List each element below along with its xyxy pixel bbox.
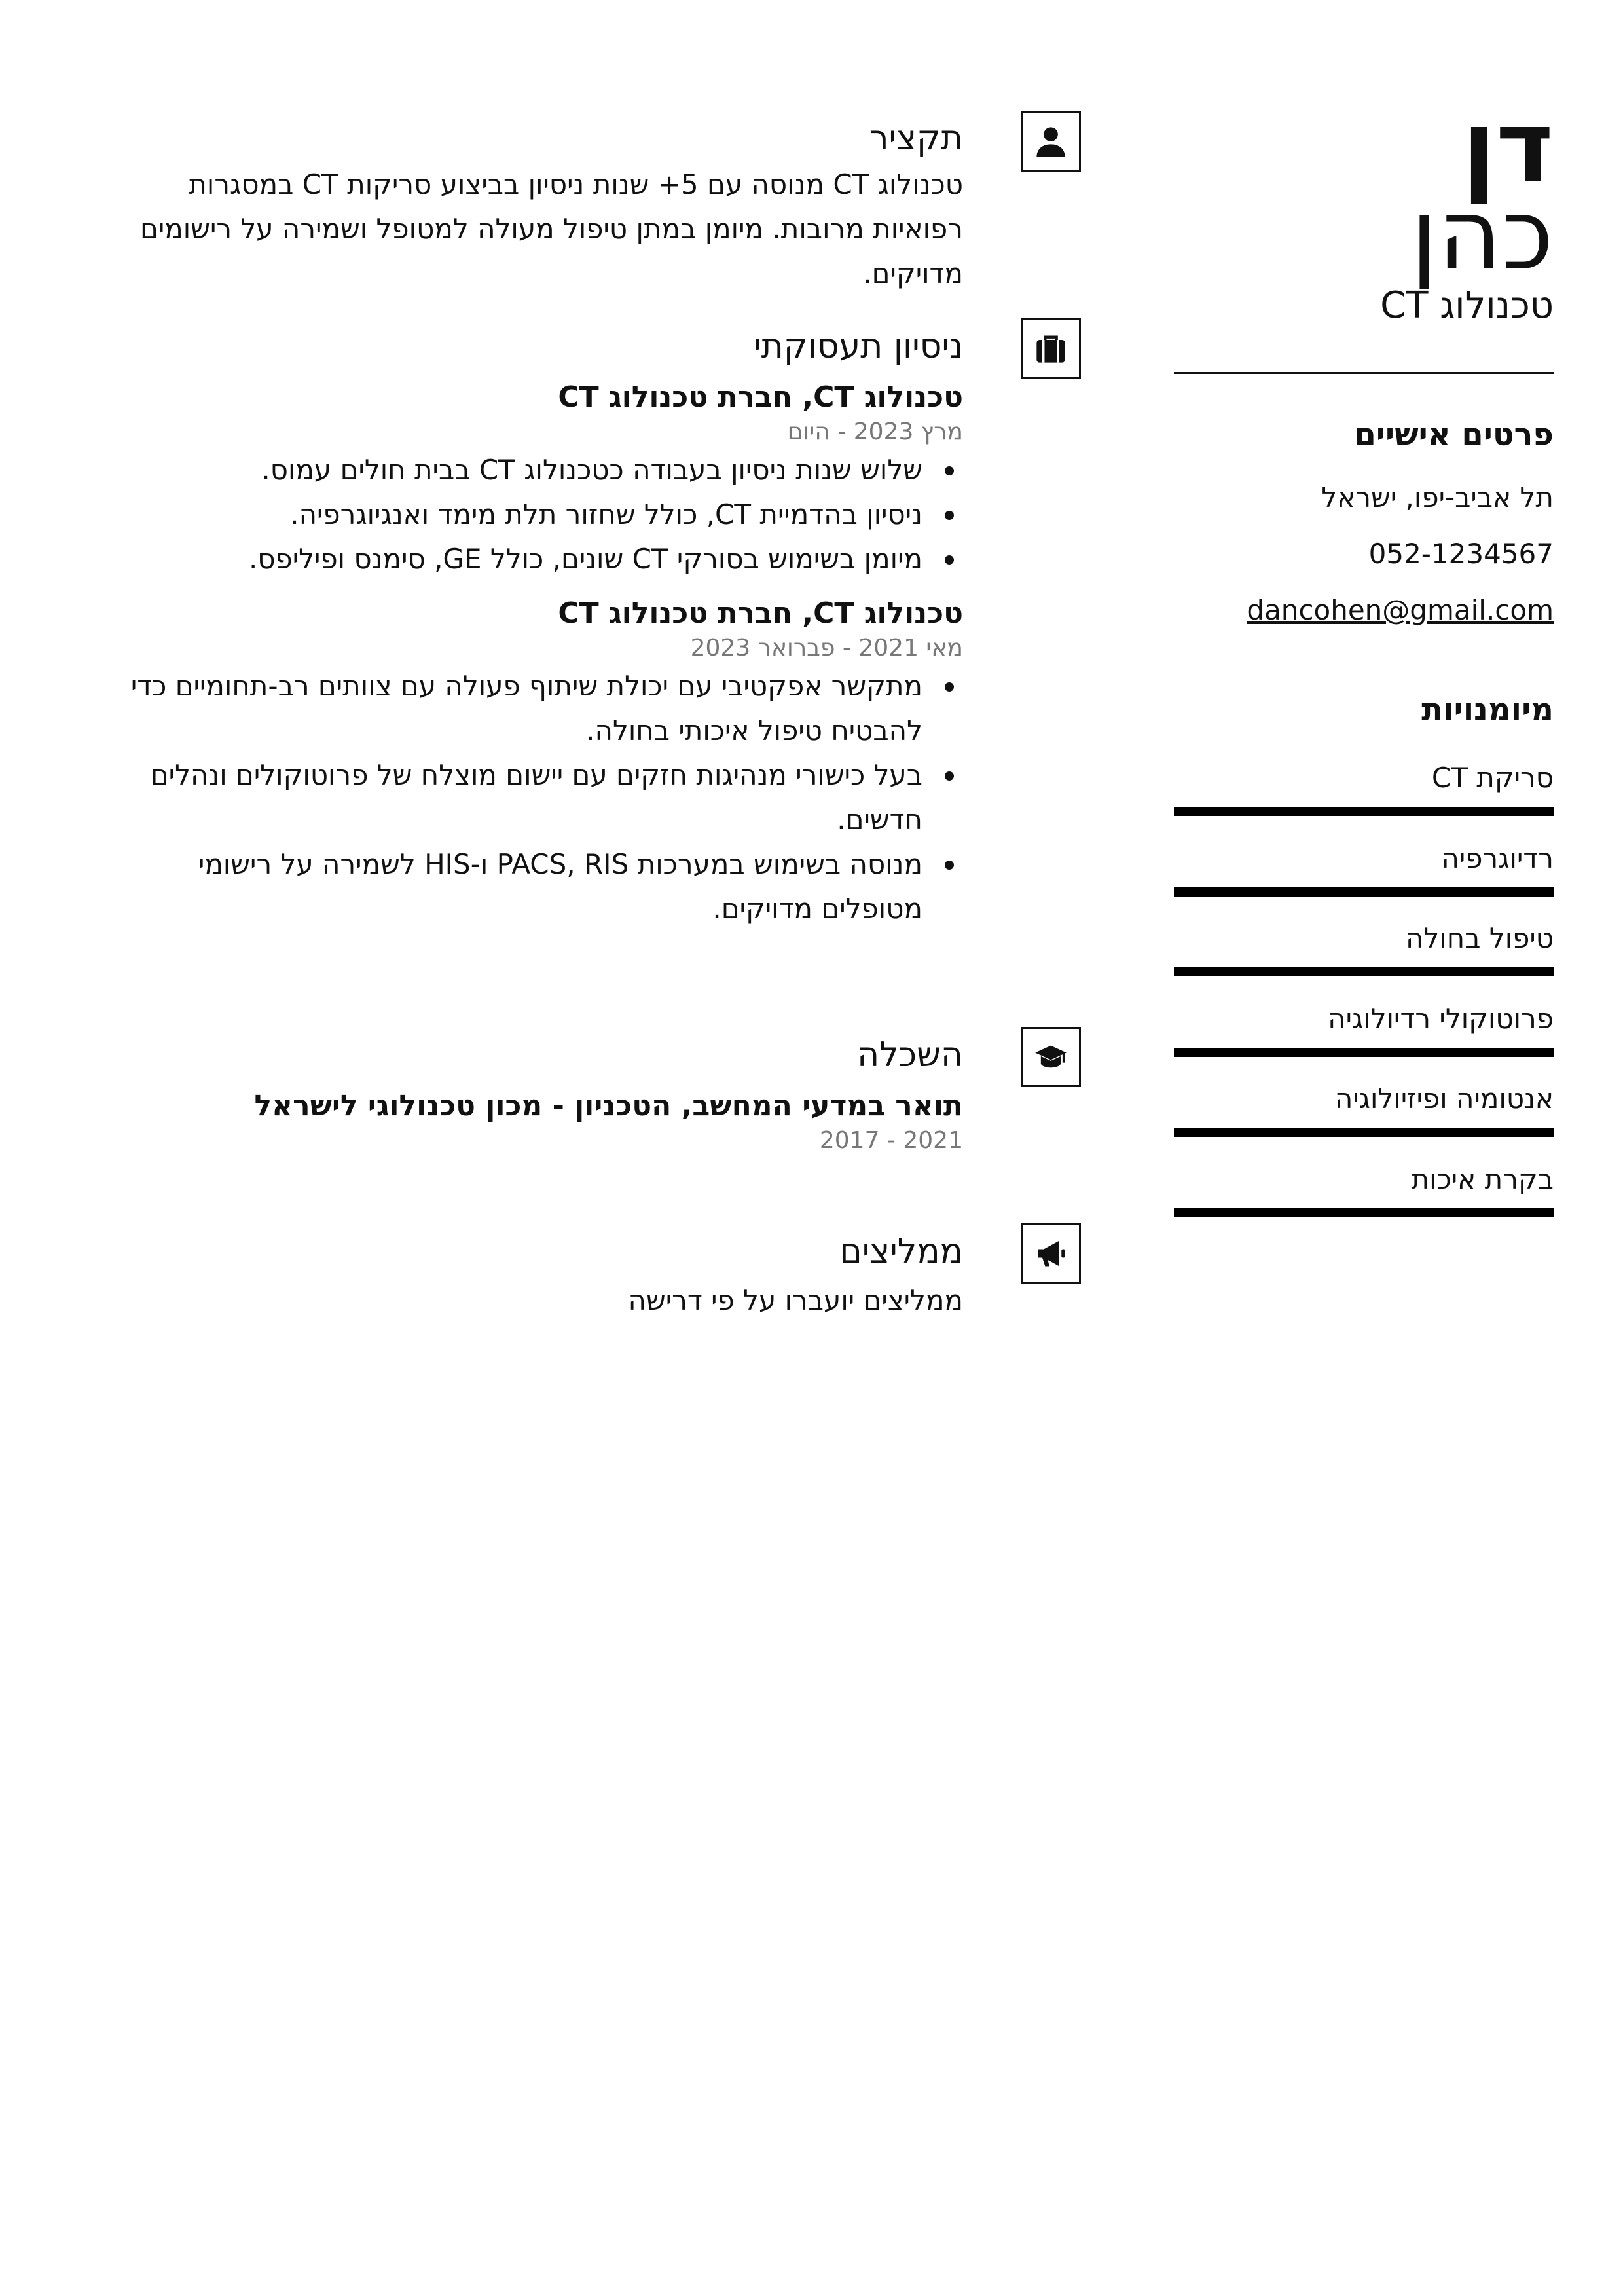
skill-level-bar bbox=[1174, 807, 1554, 816]
bullet-item: שלוש שנות ניסיון בעבודה כטכנולוג CT בבית חולים עמוס. bbox=[125, 448, 922, 492]
education-dates: 2021 - 2017 bbox=[819, 1127, 963, 1154]
job-entry-title: טכנולוג CT, חברת טכנולוג CT bbox=[558, 380, 963, 414]
skill-level-bar bbox=[1174, 1048, 1554, 1057]
education-degree: תואר במדעי המחשב, הטכניון - מכון טכנולוגי לישראל bbox=[254, 1089, 963, 1122]
skills-heading: מיומנויות bbox=[1421, 692, 1554, 728]
experience-heading: ניסיון תעסוקתי bbox=[753, 327, 963, 366]
job-entry bbox=[125, 595, 963, 931]
skill-label: רדיוגרפיה bbox=[1441, 842, 1554, 874]
job-title: טכנולוג CT bbox=[1380, 284, 1554, 327]
skill-level-bar bbox=[1174, 1208, 1554, 1217]
graduation-cap-icon bbox=[1021, 1027, 1081, 1087]
header-divider bbox=[1174, 372, 1554, 374]
bullet-item: ניסיון בהדמיית CT, כולל שחזור תלת מימד ואנגיוגרפיה. bbox=[125, 492, 922, 537]
references-text: ממליצים יועברו על פי דרישה bbox=[628, 1284, 963, 1316]
bullet-item: מנוסה בשימוש במערכות PACS, RIS ו-HIS לשמירה על רישומי מטופלים מדויקים. bbox=[125, 842, 922, 931]
job-entry bbox=[125, 379, 963, 582]
briefcase-icon bbox=[1021, 318, 1081, 379]
person-icon bbox=[1021, 111, 1081, 172]
bullet-item: מתקשר אפקטיבי עם יכולת שיתוף פעולה עם צוותים רב-תחומיים כדי להבטיח טיפול איכותי בחולה. bbox=[125, 664, 922, 753]
bullet-item: מיומן בשימוש בסורקי CT שונים, כולל GE, סימנס ופיליפס. bbox=[125, 537, 922, 582]
experience-section bbox=[125, 324, 963, 931]
skill-label: אנטומיה ופיזיולוגיה bbox=[1334, 1083, 1554, 1115]
summary-section bbox=[125, 115, 963, 296]
references-heading: ממליצים bbox=[839, 1232, 963, 1271]
references-section bbox=[125, 1229, 963, 1323]
contact-phone: 052-1234567 bbox=[1368, 538, 1554, 570]
contact-location: תל אביב-יפו, ישראל bbox=[1321, 481, 1554, 513]
job-entry-bullets bbox=[125, 664, 963, 931]
last-name: כהן bbox=[1410, 178, 1554, 292]
education-heading: השכלה bbox=[857, 1035, 963, 1075]
skill-level-bar bbox=[1174, 887, 1554, 897]
skill-label: טיפול בחולה bbox=[1406, 922, 1554, 954]
job-entry-bullets bbox=[125, 448, 963, 582]
megaphone-icon bbox=[1021, 1223, 1081, 1284]
summary-heading: תקציר bbox=[869, 119, 963, 158]
skill-level-bar bbox=[1174, 1128, 1554, 1137]
contact-email-wrap bbox=[1174, 592, 1554, 629]
education-section bbox=[125, 1032, 963, 1157]
bullet-item: בעל כישורי מנהיגות חזקים עם יישום מוצלח של פרוטוקולים ונהלים חדשים. bbox=[125, 753, 922, 842]
skill-label: סריקת CT bbox=[1431, 762, 1554, 794]
skill-label: פרוטוקולי רדיולוגיה bbox=[1328, 1003, 1554, 1035]
summary-text: טכנולוג CT מנוסה עם 5+ שנות ניסיון בביצוע סריקות CT במסגרות רפואיות מרובות. מיומן במתן טיפול מעולה למטופל ושמירה על רישומים מדויקים. bbox=[139, 168, 963, 289]
skill-label: בקרת איכות bbox=[1411, 1163, 1554, 1195]
contact-email-link[interactable]: dancohen@gmail.com bbox=[1247, 594, 1554, 626]
personal-details-heading: פרטים אישיים bbox=[1354, 417, 1554, 453]
skill-level-bar bbox=[1174, 967, 1554, 976]
job-entry-title: טכנולוג CT, חברת טכנולוג CT bbox=[558, 597, 963, 630]
job-entry-dates: מרץ 2023 - היום bbox=[787, 418, 963, 445]
first-name: דן bbox=[1462, 90, 1554, 204]
job-entry-dates: מאי 2021 - פברואר 2023 bbox=[690, 635, 963, 661]
